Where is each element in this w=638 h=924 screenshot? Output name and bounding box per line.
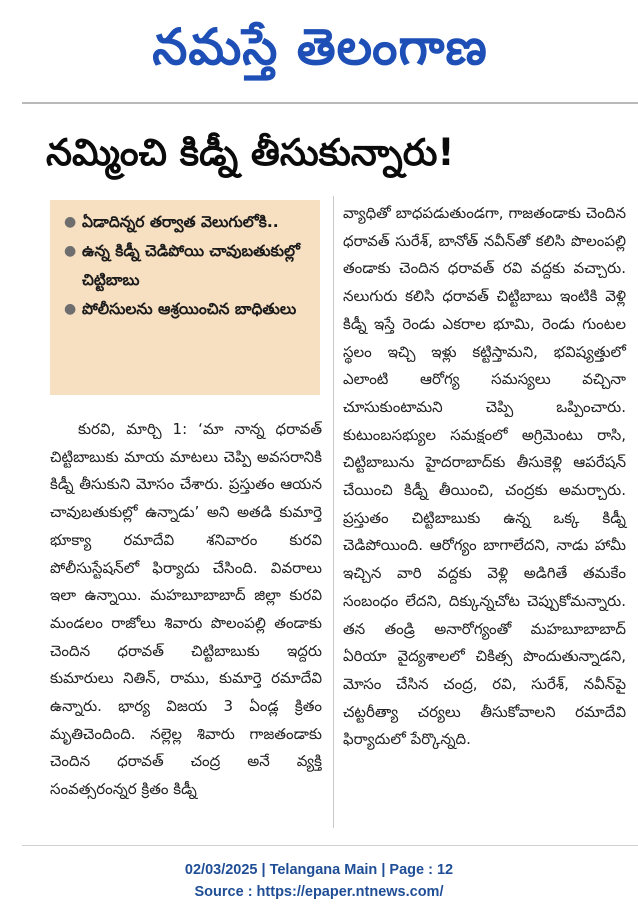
article-headline: నమ్మించి కిడ్నీ తీసుకున్నారు! xyxy=(46,131,455,174)
article-column-right xyxy=(343,200,626,754)
highlights-list xyxy=(50,200,320,324)
highlight-item xyxy=(64,237,312,295)
highlight-item xyxy=(64,295,312,324)
article-body-right: వ్యాధితో బాధపడుతుండగా, గాజతండాకు చెందిన ధరావత్ సురేశ్, బానోత్ నవీన్‌తో కలిసి పొలంపల్లి తండాకు చెందిన ధరావత్ రవి వద్దకు వచ్చారు. నలుగురు కలిసి ధరావత్ చిట్టిబాబు ఇంటికి వెళ్లి కిడ్నీ ఇస్తే రెండు ఎకరాల భూమి, రెండు గుంటల స్థలం ఇచ్చి ఇళ్లు కట్టిస్తామని, భవిష్యత్తులో ఎలాంటి ఆరోగ్య సమస్యలు వచ్చినా చూసుకుంటామని చెప్పి ఒప్పించారు. కుటుంబసభ్యుల సమక్షంలో అగ్రిమెంటు రాసి, చిట్టిబాబును హైదరాబాద్‌కు తీసుకెళ్లి ఆపరేషన్ చేయించి కిడ్నీ తీయించి, చంద్రకు అమర్చారు. ప్రస్తుతం చిట్టిబాబుకు ఉన్న ఒక్క కిడ్నీ చెడిపోయింది. ఆరోగ్యం బాగాలేదని, నాడు హామీ ఇచ్చిన వారి వద్దకు వెళ్లి అడిగితే తమకేం సంబంధం లేదని, దిక్కున్నచోట చెప్పుకోమన్నారు. తన తండ్రి అనారోగ్యంతో మహబూబాబాద్ ఏరియా వైద్యశాలలో చికిత్స పొందుతున్నాడని, మోసం చేసిన చంద్ర, రవి, సురేశ్, నవీన్‌పై చట్టరీత్యా చర్యలు తీసుకోవాలని రమాదేవి ఫిర్యాదులో పేర్కొన్నది. xyxy=(343,204,626,749)
article-body-left: కురవి, మార్చి 1: ‘మా నాన్న ధరావత్ చిట్టిబాబుకు మాయ మాటలు చెప్పి అవసరానికి కిడ్నీ తీసుకుని మోసం చేశారు. ప్రస్తుతం ఆయన చావుబతుకుల్లో ఉన్నాడు’ అని అతడి కుమార్తె భూక్యా రమాదేవి శనివారం కురవి పోలీసుస్టేషన్‌లో ఫిర్యాదు చేసింది. వివరాలు ఇలా ఉన్నాయి. మహబూబాబాద్ జిల్లా కురవి మండలం రాజోలు శివారు పొలంపల్లి తండాకు చెందిన ధరావత్ చిట్టిబాబుకు ఇద్దరు కుమారులు నితిన్, రాము, కుమార్తె రమాదేవి ఉన్నారు. భార్య విజయ 3 ఏండ్ల క్రితం మృతిచెందింది. నల్లెల్ల శివారు గాజతండాకు చెందిన ధరావత్ చంద్ర అనే వ్యక్తి సంవత్సరంన్నర క్రితం కిడ్నీ xyxy=(50,420,322,799)
article-column-left xyxy=(50,416,322,804)
column-divider xyxy=(333,196,334,828)
newspaper-logo: నమస్తే తెలంగాణ xyxy=(152,18,488,76)
bullet-icon: ● xyxy=(64,214,77,230)
highlight-text: ఏడాదిన్నర తర్వాత వెలుగులోకి.. xyxy=(82,213,279,231)
masthead xyxy=(0,0,638,100)
masthead-divider xyxy=(22,102,638,104)
highlight-item xyxy=(64,208,312,237)
source-link[interactable]: Source : https://epaper.ntnews.com/ xyxy=(194,884,444,900)
highlights-box xyxy=(50,200,320,395)
footer-divider xyxy=(22,845,638,846)
bullet-icon: ● xyxy=(64,301,77,317)
edition-info: 02/03/2025 | Telangana Main | Page : 12 xyxy=(184,862,454,878)
highlight-text: పోలీసులను ఆశ్రయించిన బాధితులు xyxy=(82,300,297,318)
bullet-icon: ● xyxy=(64,243,77,259)
highlight-text: ఉన్న కిడ్నీ చెడిపోయి చావుబతుకుల్లో చిట్టిబాబు xyxy=(82,242,300,289)
